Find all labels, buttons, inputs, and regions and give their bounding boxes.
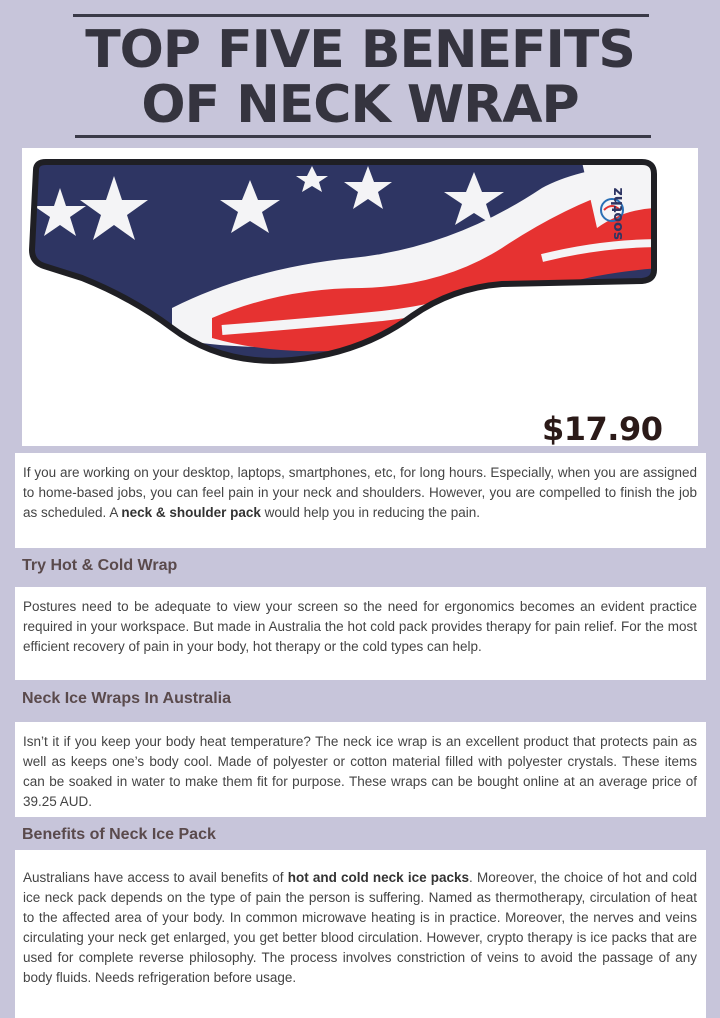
intro-text-before: If you are working on your desktop, laptops, smartphones, etc, for long hours. Especially, when you are assigned to home-based jobs, you can feel pain in your neck and shoulders. However, you are compelled to finish the job as scheduled. A <box>23 465 697 520</box>
intro-bold-link-text: neck & shoulder pack <box>121 505 261 520</box>
page-title-line-1: TOP FIVE BENEFITS <box>85 20 635 80</box>
section-heading-benefits: Benefits of Neck Ice Pack <box>22 826 216 843</box>
section-body-neck-ice-wraps: Isn’t it if you keep your body heat temperature? The neck ice wrap is an excellent product that protects pain as well as keeps one’s body cool. Made of polyester or cotton material filled with polyester crystals. These items can be soaked in water to make them fit for purpose. These wraps can be bought online at an average price of 39.25 AUD. <box>15 722 706 817</box>
title-bottom-rule <box>75 135 651 138</box>
neck-wrap-illustration <box>22 148 698 446</box>
brand-name: soothz <box>610 187 626 240</box>
section-heading-hot-cold: Try Hot & Cold Wrap <box>22 557 178 574</box>
title-top-rule <box>73 14 649 17</box>
intro-paragraph <box>15 453 706 548</box>
section-heading-neck-ice-wraps: Neck Ice Wraps In Australia <box>22 690 231 707</box>
section-body-benefits <box>15 850 706 1018</box>
page-title-line-2: OF NECK WRAP <box>141 75 579 135</box>
intro-text-after: would help you in reducing the pain. <box>260 505 481 520</box>
product-image-panel <box>22 148 698 446</box>
product-price: $17.90 <box>542 410 663 446</box>
benefits-text-before: Australians have access to avail benefits of <box>23 870 288 885</box>
benefits-text-after: . Moreover, the choice of hot and cold ice neck pack depends on the type of pain the person is suffering. Named as thermotherapy, circulation of heat to the affected area of your body. In common microwave heating is in practice. Moreover, the nerves and veins circulating your neck get enlarged, you get better blood circulation. However, crypto therapy is ice packs that are used for complete reverse philosophy. The process involves constriction of veins to avoid the passage of any body fluids. Needs refrigeration before usage. <box>23 870 697 985</box>
benefits-bold-text: hot and cold neck ice packs <box>287 870 470 885</box>
section-body-hot-cold: Postures need to be adequate to view your screen so the need for ergonomics becomes an evident practice required in your workspace. But made in Australia the hot cold pack provides therapy for pain relief. For the most efficient recovery of pain in your body, hot therapy or the cold types can help. <box>15 587 706 680</box>
